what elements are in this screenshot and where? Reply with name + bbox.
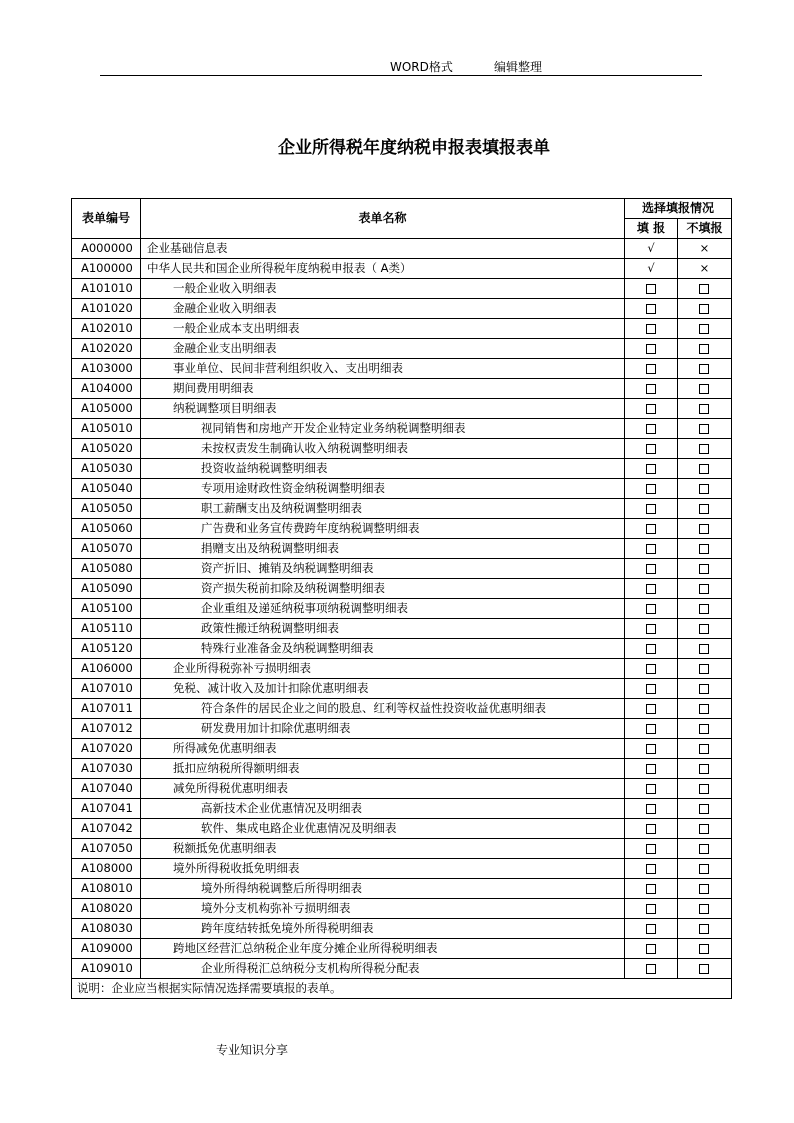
- form-name: 一般企业成本支出明细表: [141, 319, 625, 339]
- no-fill-cell: [677, 459, 731, 479]
- form-name: 中华人民共和国企业所得税年度纳税申报表（ A类）: [141, 259, 625, 279]
- fill-checkbox[interactable]: [646, 364, 656, 374]
- table-row: [72, 359, 732, 379]
- no-fill-checkbox[interactable]: [699, 764, 709, 774]
- fill-cell: [624, 899, 677, 919]
- fill-checkbox[interactable]: [646, 924, 656, 934]
- fill-checkbox[interactable]: [646, 484, 656, 494]
- no-fill-mark: ×: [677, 259, 731, 279]
- fill-checkbox[interactable]: [646, 344, 656, 354]
- form-name: 特殊行业准备金及纳税调整明细表: [141, 639, 625, 659]
- table-row: [72, 499, 732, 519]
- fill-cell: [624, 559, 677, 579]
- fill-checkbox[interactable]: [646, 824, 656, 834]
- header-no-fill: 不填报: [677, 219, 731, 239]
- form-code: A109010: [72, 959, 141, 979]
- fill-checkbox[interactable]: [646, 664, 656, 674]
- fill-cell: [624, 359, 677, 379]
- header-form-code: 表单编号: [72, 199, 141, 239]
- fill-checkbox[interactable]: [646, 784, 656, 794]
- form-name: 捐赠支出及纳税调整明细表: [141, 539, 625, 559]
- fill-checkbox[interactable]: [646, 684, 656, 694]
- form-name: 政策性搬迁纳税调整明细表: [141, 619, 625, 639]
- no-fill-checkbox[interactable]: [699, 304, 709, 314]
- table-row: [72, 759, 732, 779]
- form-name: 抵扣应纳税所得额明细表: [141, 759, 625, 779]
- fill-checkbox[interactable]: [646, 604, 656, 614]
- form-code: A107020: [72, 739, 141, 759]
- table-row: [72, 779, 732, 799]
- table-row: [72, 799, 732, 819]
- no-fill-cell: [677, 779, 731, 799]
- fill-checkbox[interactable]: [646, 424, 656, 434]
- form-code: A100000: [72, 259, 141, 279]
- no-fill-cell: [677, 619, 731, 639]
- form-name: 境外分支机构弥补亏损明细表: [141, 899, 625, 919]
- no-fill-cell: [677, 839, 731, 859]
- form-name: 一般企业收入明细表: [141, 279, 625, 299]
- form-code: A108020: [72, 899, 141, 919]
- no-fill-checkbox[interactable]: [699, 904, 709, 914]
- no-fill-checkbox[interactable]: [699, 364, 709, 374]
- no-fill-cell: [677, 919, 731, 939]
- form-name: 职工薪酬支出及纳税调整明细表: [141, 499, 625, 519]
- fill-checkbox[interactable]: [646, 524, 656, 534]
- no-fill-cell: [677, 539, 731, 559]
- table-row: [72, 899, 732, 919]
- table-row: [72, 519, 732, 539]
- fill-checkbox[interactable]: [646, 844, 656, 854]
- form-code: A107041: [72, 799, 141, 819]
- table-row: [72, 439, 732, 459]
- table-row: [72, 959, 732, 979]
- no-fill-cell: [677, 899, 731, 919]
- no-fill-cell: [677, 879, 731, 899]
- no-fill-checkbox[interactable]: [699, 644, 709, 654]
- table-row: [72, 559, 732, 579]
- no-fill-cell: [677, 279, 731, 299]
- no-fill-checkbox[interactable]: [699, 864, 709, 874]
- form-code: A107042: [72, 819, 141, 839]
- form-name: 企业重组及递延纳税事项纳税调整明细表: [141, 599, 625, 619]
- form-name: 减免所得税优惠明细表: [141, 779, 625, 799]
- fill-checkbox[interactable]: [646, 384, 656, 394]
- no-fill-checkbox[interactable]: [699, 924, 709, 934]
- no-fill-checkbox[interactable]: [699, 704, 709, 714]
- table-row: [72, 939, 732, 959]
- table-note: 说明：企业应当根据实际情况选择需要填报的表单。: [72, 979, 732, 999]
- form-name: 金融企业收入明细表: [141, 299, 625, 319]
- no-fill-cell: [677, 739, 731, 759]
- fill-cell: [624, 499, 677, 519]
- form-name: 投资收益纳税调整明细表: [141, 459, 625, 479]
- form-name: 未按权责发生制确认收入纳税调整明细表: [141, 439, 625, 459]
- table-row: [72, 819, 732, 839]
- fill-checkbox[interactable]: [646, 884, 656, 894]
- no-fill-cell: [677, 579, 731, 599]
- fill-cell: [624, 399, 677, 419]
- table-row: [72, 619, 732, 639]
- table-row: [72, 279, 732, 299]
- form-code: A107011: [72, 699, 141, 719]
- no-fill-checkbox[interactable]: [699, 584, 709, 594]
- form-code: A000000: [72, 239, 141, 259]
- no-fill-checkbox[interactable]: [699, 844, 709, 854]
- fill-cell: [624, 679, 677, 699]
- no-fill-cell: [677, 859, 731, 879]
- fill-checkbox[interactable]: [646, 624, 656, 634]
- form-name: 期间费用明细表: [141, 379, 625, 399]
- fill-checkbox[interactable]: [646, 864, 656, 874]
- fill-cell: [624, 839, 677, 859]
- form-code: A102010: [72, 319, 141, 339]
- form-code: A105100: [72, 599, 141, 619]
- form-name: 税额抵免优惠明细表: [141, 839, 625, 859]
- header-format-label: WORD格式: [390, 60, 453, 74]
- form-code: A105030: [72, 459, 141, 479]
- no-fill-checkbox[interactable]: [699, 444, 709, 454]
- fill-cell: [624, 519, 677, 539]
- form-name: 资产损失税前扣除及纳税调整明细表: [141, 579, 625, 599]
- form-code: A107040: [72, 779, 141, 799]
- form-name: 企业所得税汇总纳税分支机构所得税分配表: [141, 959, 625, 979]
- table-row: [72, 239, 732, 259]
- form-name: 专项用途财政性资金纳税调整明细表: [141, 479, 625, 499]
- form-name: 高新技术企业优惠情况及明细表: [141, 799, 625, 819]
- form-code: A105040: [72, 479, 141, 499]
- no-fill-checkbox[interactable]: [699, 464, 709, 474]
- table-row: [72, 879, 732, 899]
- no-fill-checkbox[interactable]: [699, 524, 709, 534]
- fill-cell: [624, 439, 677, 459]
- form-name: 跨年度结转抵免境外所得税明细表: [141, 919, 625, 939]
- form-name: 企业基础信息表: [141, 239, 625, 259]
- no-fill-cell: [677, 599, 731, 619]
- fill-checkbox[interactable]: [646, 744, 656, 754]
- no-fill-cell: [677, 959, 731, 979]
- fill-checkbox[interactable]: [646, 704, 656, 714]
- fill-cell: [624, 959, 677, 979]
- fill-cell: [624, 299, 677, 319]
- page-footer: 专业知识分享: [216, 1043, 289, 1057]
- form-code: A105080: [72, 559, 141, 579]
- no-fill-checkbox[interactable]: [699, 344, 709, 354]
- fill-mark: √: [624, 259, 677, 279]
- no-fill-checkbox[interactable]: [699, 484, 709, 494]
- table-row: [72, 739, 732, 759]
- fill-cell: [624, 479, 677, 499]
- no-fill-cell: [677, 759, 731, 779]
- no-fill-cell: [677, 659, 731, 679]
- fill-checkbox[interactable]: [646, 964, 656, 974]
- no-fill-checkbox[interactable]: [699, 424, 709, 434]
- fill-cell: [624, 539, 677, 559]
- table-row: [72, 599, 732, 619]
- form-code: A105110: [72, 619, 141, 639]
- form-code: A108000: [72, 859, 141, 879]
- no-fill-checkbox[interactable]: [699, 564, 709, 574]
- form-name: 事业单位、民间非营利组织收入、支出明细表: [141, 359, 625, 379]
- form-code: A105060: [72, 519, 141, 539]
- table-row: [72, 699, 732, 719]
- form-code: A108010: [72, 879, 141, 899]
- no-fill-cell: [677, 639, 731, 659]
- no-fill-cell: [677, 379, 731, 399]
- no-fill-cell: [677, 359, 731, 379]
- form-name: 资产折旧、摊销及纳税调整明细表: [141, 559, 625, 579]
- form-code: A108030: [72, 919, 141, 939]
- table-row: [72, 859, 732, 879]
- form-code: A102020: [72, 339, 141, 359]
- form-name: 纳税调整项目明细表: [141, 399, 625, 419]
- no-fill-cell: [677, 399, 731, 419]
- form-name: 金融企业支出明细表: [141, 339, 625, 359]
- no-fill-cell: [677, 499, 731, 519]
- form-code: A109000: [72, 939, 141, 959]
- no-fill-checkbox[interactable]: [699, 804, 709, 814]
- table-row: [72, 319, 732, 339]
- table-row: [72, 419, 732, 439]
- table-row: [72, 579, 732, 599]
- table-row: [72, 399, 732, 419]
- document-title: 企业所得税年度纳税申报表填报表单: [278, 138, 550, 158]
- fill-cell: [624, 319, 677, 339]
- header-edit-label: 编辑整理: [494, 60, 543, 74]
- fill-checkbox[interactable]: [646, 564, 656, 574]
- fill-checkbox[interactable]: [646, 644, 656, 654]
- fill-checkbox[interactable]: [646, 724, 656, 734]
- fill-checkbox[interactable]: [646, 444, 656, 454]
- fill-checkbox[interactable]: [646, 504, 656, 514]
- fill-checkbox[interactable]: [646, 944, 656, 954]
- fill-cell: [624, 659, 677, 679]
- no-fill-checkbox[interactable]: [699, 324, 709, 334]
- no-fill-cell: [677, 559, 731, 579]
- table-row: [72, 659, 732, 679]
- header-fill: 填 报: [624, 219, 677, 239]
- table-row: [72, 919, 732, 939]
- table-row: [72, 679, 732, 699]
- fill-cell: [624, 799, 677, 819]
- fill-checkbox[interactable]: [646, 404, 656, 414]
- fill-cell: [624, 599, 677, 619]
- form-code: A103000: [72, 359, 141, 379]
- form-code: A107012: [72, 719, 141, 739]
- no-fill-checkbox[interactable]: [699, 384, 709, 394]
- no-fill-checkbox[interactable]: [699, 744, 709, 754]
- table-row: [72, 479, 732, 499]
- header-selection: 选择填报情况: [624, 199, 731, 219]
- fill-cell: [624, 819, 677, 839]
- form-code: A104000: [72, 379, 141, 399]
- form-name: 广告费和业务宣传费跨年度纳税调整明细表: [141, 519, 625, 539]
- no-fill-checkbox[interactable]: [699, 964, 709, 974]
- fill-checkbox[interactable]: [646, 284, 656, 294]
- no-fill-cell: [677, 339, 731, 359]
- form-code: A105120: [72, 639, 141, 659]
- form-name: 境外所得税收抵免明细表: [141, 859, 625, 879]
- fill-cell: [624, 739, 677, 759]
- no-fill-checkbox[interactable]: [699, 784, 709, 794]
- form-code: A107030: [72, 759, 141, 779]
- fill-cell: [624, 619, 677, 639]
- form-code: A105090: [72, 579, 141, 599]
- no-fill-checkbox[interactable]: [699, 604, 709, 614]
- table-row: [72, 639, 732, 659]
- table-row: [72, 539, 732, 559]
- no-fill-cell: [677, 299, 731, 319]
- no-fill-cell: [677, 439, 731, 459]
- fill-cell: [624, 919, 677, 939]
- no-fill-cell: [677, 799, 731, 819]
- fill-checkbox[interactable]: [646, 804, 656, 814]
- no-fill-checkbox[interactable]: [699, 884, 709, 894]
- form-code: A105050: [72, 499, 141, 519]
- form-name: 研发费用加计扣除优惠明细表: [141, 719, 625, 739]
- form-name: 所得减免优惠明细表: [141, 739, 625, 759]
- fill-checkbox[interactable]: [646, 464, 656, 474]
- form-code: A106000: [72, 659, 141, 679]
- no-fill-checkbox[interactable]: [699, 824, 709, 834]
- table-row: [72, 299, 732, 319]
- fill-cell: [624, 779, 677, 799]
- fill-cell: [624, 419, 677, 439]
- no-fill-checkbox[interactable]: [699, 544, 709, 554]
- fill-cell: [624, 699, 677, 719]
- form-name: 企业所得税弥补亏损明细表: [141, 659, 625, 679]
- form-name: 视同销售和房地产开发企业特定业务纳税调整明细表: [141, 419, 625, 439]
- no-fill-cell: [677, 479, 731, 499]
- form-name: 免税、减计收入及加计扣除优惠明细表: [141, 679, 625, 699]
- fill-cell: [624, 459, 677, 479]
- form-code: A107050: [72, 839, 141, 859]
- fill-cell: [624, 859, 677, 879]
- fill-cell: [624, 879, 677, 899]
- fill-cell: [624, 639, 677, 659]
- table-row: [72, 459, 732, 479]
- no-fill-checkbox[interactable]: [699, 724, 709, 734]
- fill-checkbox[interactable]: [646, 324, 656, 334]
- table-row: [72, 719, 732, 739]
- fill-cell: [624, 759, 677, 779]
- fill-mark: √: [624, 239, 677, 259]
- form-list-table: [71, 198, 732, 999]
- fill-cell: [624, 379, 677, 399]
- form-code: A107010: [72, 679, 141, 699]
- no-fill-cell: [677, 419, 731, 439]
- form-name: 跨地区经营汇总纳税企业年度分摊企业所得税明细表: [141, 939, 625, 959]
- no-fill-cell: [677, 819, 731, 839]
- fill-checkbox[interactable]: [646, 544, 656, 554]
- no-fill-checkbox[interactable]: [699, 404, 709, 414]
- fill-cell: [624, 939, 677, 959]
- form-code: A105070: [72, 539, 141, 559]
- form-name: 符合条件的居民企业之间的股息、红利等权益性投资收益优惠明细表: [141, 699, 625, 719]
- fill-checkbox[interactable]: [646, 764, 656, 774]
- fill-checkbox[interactable]: [646, 904, 656, 914]
- table-row: [72, 379, 732, 399]
- form-code: A105010: [72, 419, 141, 439]
- fill-cell: [624, 339, 677, 359]
- fill-checkbox[interactable]: [646, 304, 656, 314]
- no-fill-mark: ×: [677, 239, 731, 259]
- no-fill-checkbox[interactable]: [699, 624, 709, 634]
- form-name: 软件、集成电路企业优惠情况及明细表: [141, 819, 625, 839]
- no-fill-checkbox[interactable]: [699, 944, 709, 954]
- no-fill-checkbox[interactable]: [699, 284, 709, 294]
- fill-cell: [624, 719, 677, 739]
- no-fill-checkbox[interactable]: [699, 684, 709, 694]
- table-row: [72, 839, 732, 859]
- fill-cell: [624, 279, 677, 299]
- no-fill-checkbox[interactable]: [699, 504, 709, 514]
- form-code: A101010: [72, 279, 141, 299]
- form-code: A105020: [72, 439, 141, 459]
- table-row: [72, 339, 732, 359]
- fill-checkbox[interactable]: [646, 584, 656, 594]
- form-name: 境外所得纳税调整后所得明细表: [141, 879, 625, 899]
- table-row: [72, 259, 732, 279]
- no-fill-cell: [677, 319, 731, 339]
- header-form-name: 表单名称: [141, 199, 625, 239]
- no-fill-cell: [677, 939, 731, 959]
- no-fill-checkbox[interactable]: [699, 664, 709, 674]
- no-fill-cell: [677, 519, 731, 539]
- form-code: A101020: [72, 299, 141, 319]
- page-header: [100, 57, 702, 76]
- no-fill-cell: [677, 699, 731, 719]
- no-fill-cell: [677, 679, 731, 699]
- no-fill-cell: [677, 719, 731, 739]
- form-code: A105000: [72, 399, 141, 419]
- fill-cell: [624, 579, 677, 599]
